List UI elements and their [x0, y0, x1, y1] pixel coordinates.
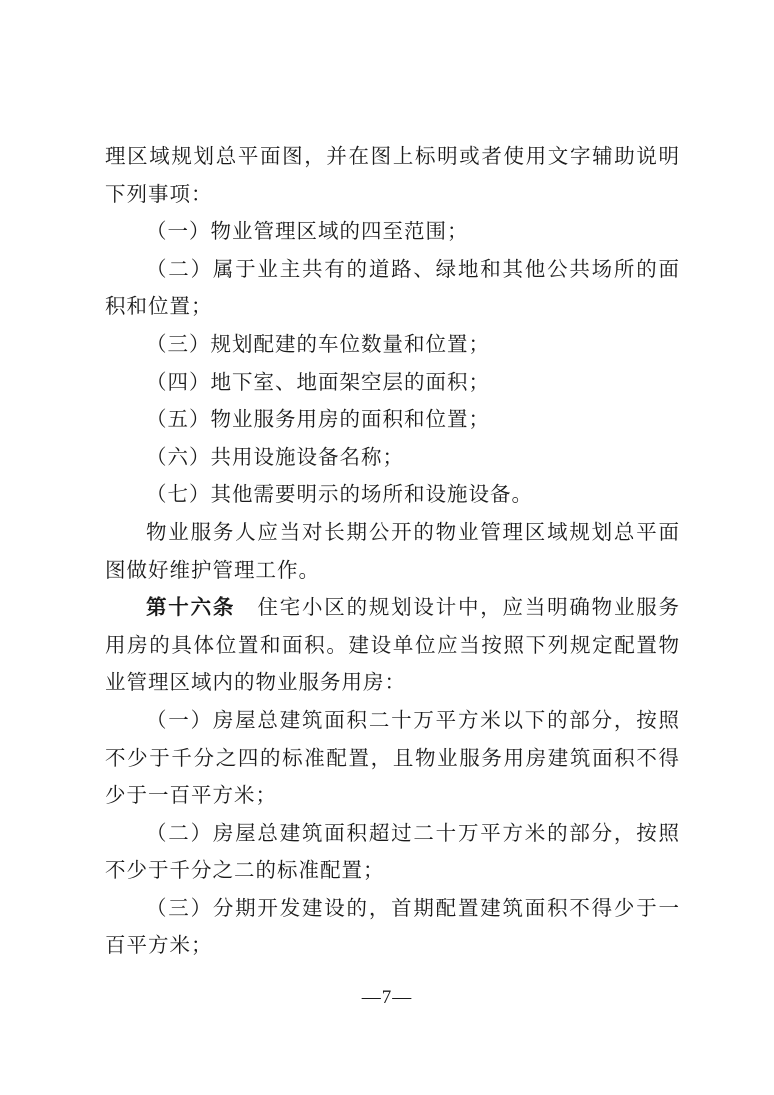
list-item: （二）属于业主共有的道路、绿地和其他公共场所的面积和位置；: [105, 256, 680, 319]
list-item: （七）其他需要明示的场所和设施设备。: [146, 482, 533, 507]
list-item: （四）地下室、地面架空层的面积；: [146, 369, 490, 394]
article-heading: 第十六条: [146, 595, 236, 620]
list-item: （三）分期开发建设的，首期配置建筑面积不得少于一百平方米；: [105, 895, 680, 958]
list-item: （一）物业管理区域的四至范围；: [146, 219, 469, 244]
paragraph-continuation: 理区域规划总平面图，并在图上标明或者使用文字辅助说明下列事项：: [105, 144, 680, 206]
page-number: —7—: [361, 987, 413, 1008]
list-item: （六）共用设施设备名称；: [146, 444, 404, 469]
document-body: [105, 138, 680, 965]
list-item: （二）房屋总建筑面积超过二十万平方米的部分，按照不少于千分之二的标准配置；: [105, 820, 680, 883]
list-item: （五）物业服务用房的面积和位置；: [146, 407, 490, 432]
article-text: 住宅小区的规划设计中，应当明确物业服务用房的具体位置和面积。建设单位应当按照下列规定配置物业管理区域内的物业服务用房：: [105, 595, 681, 695]
article-paragraph: [105, 589, 680, 702]
list-item: （三）规划配建的车位数量和位置；: [146, 331, 490, 356]
paragraph: 物业服务人应当对长期公开的物业管理区域规划总平面图做好维护管理工作。: [105, 519, 680, 582]
list-item: （一）房屋总建筑面积二十万平方米以下的部分，按照不少于千分之四的标准配置，且物业服务用房建筑面积不得少于一百平方米；: [105, 707, 680, 808]
